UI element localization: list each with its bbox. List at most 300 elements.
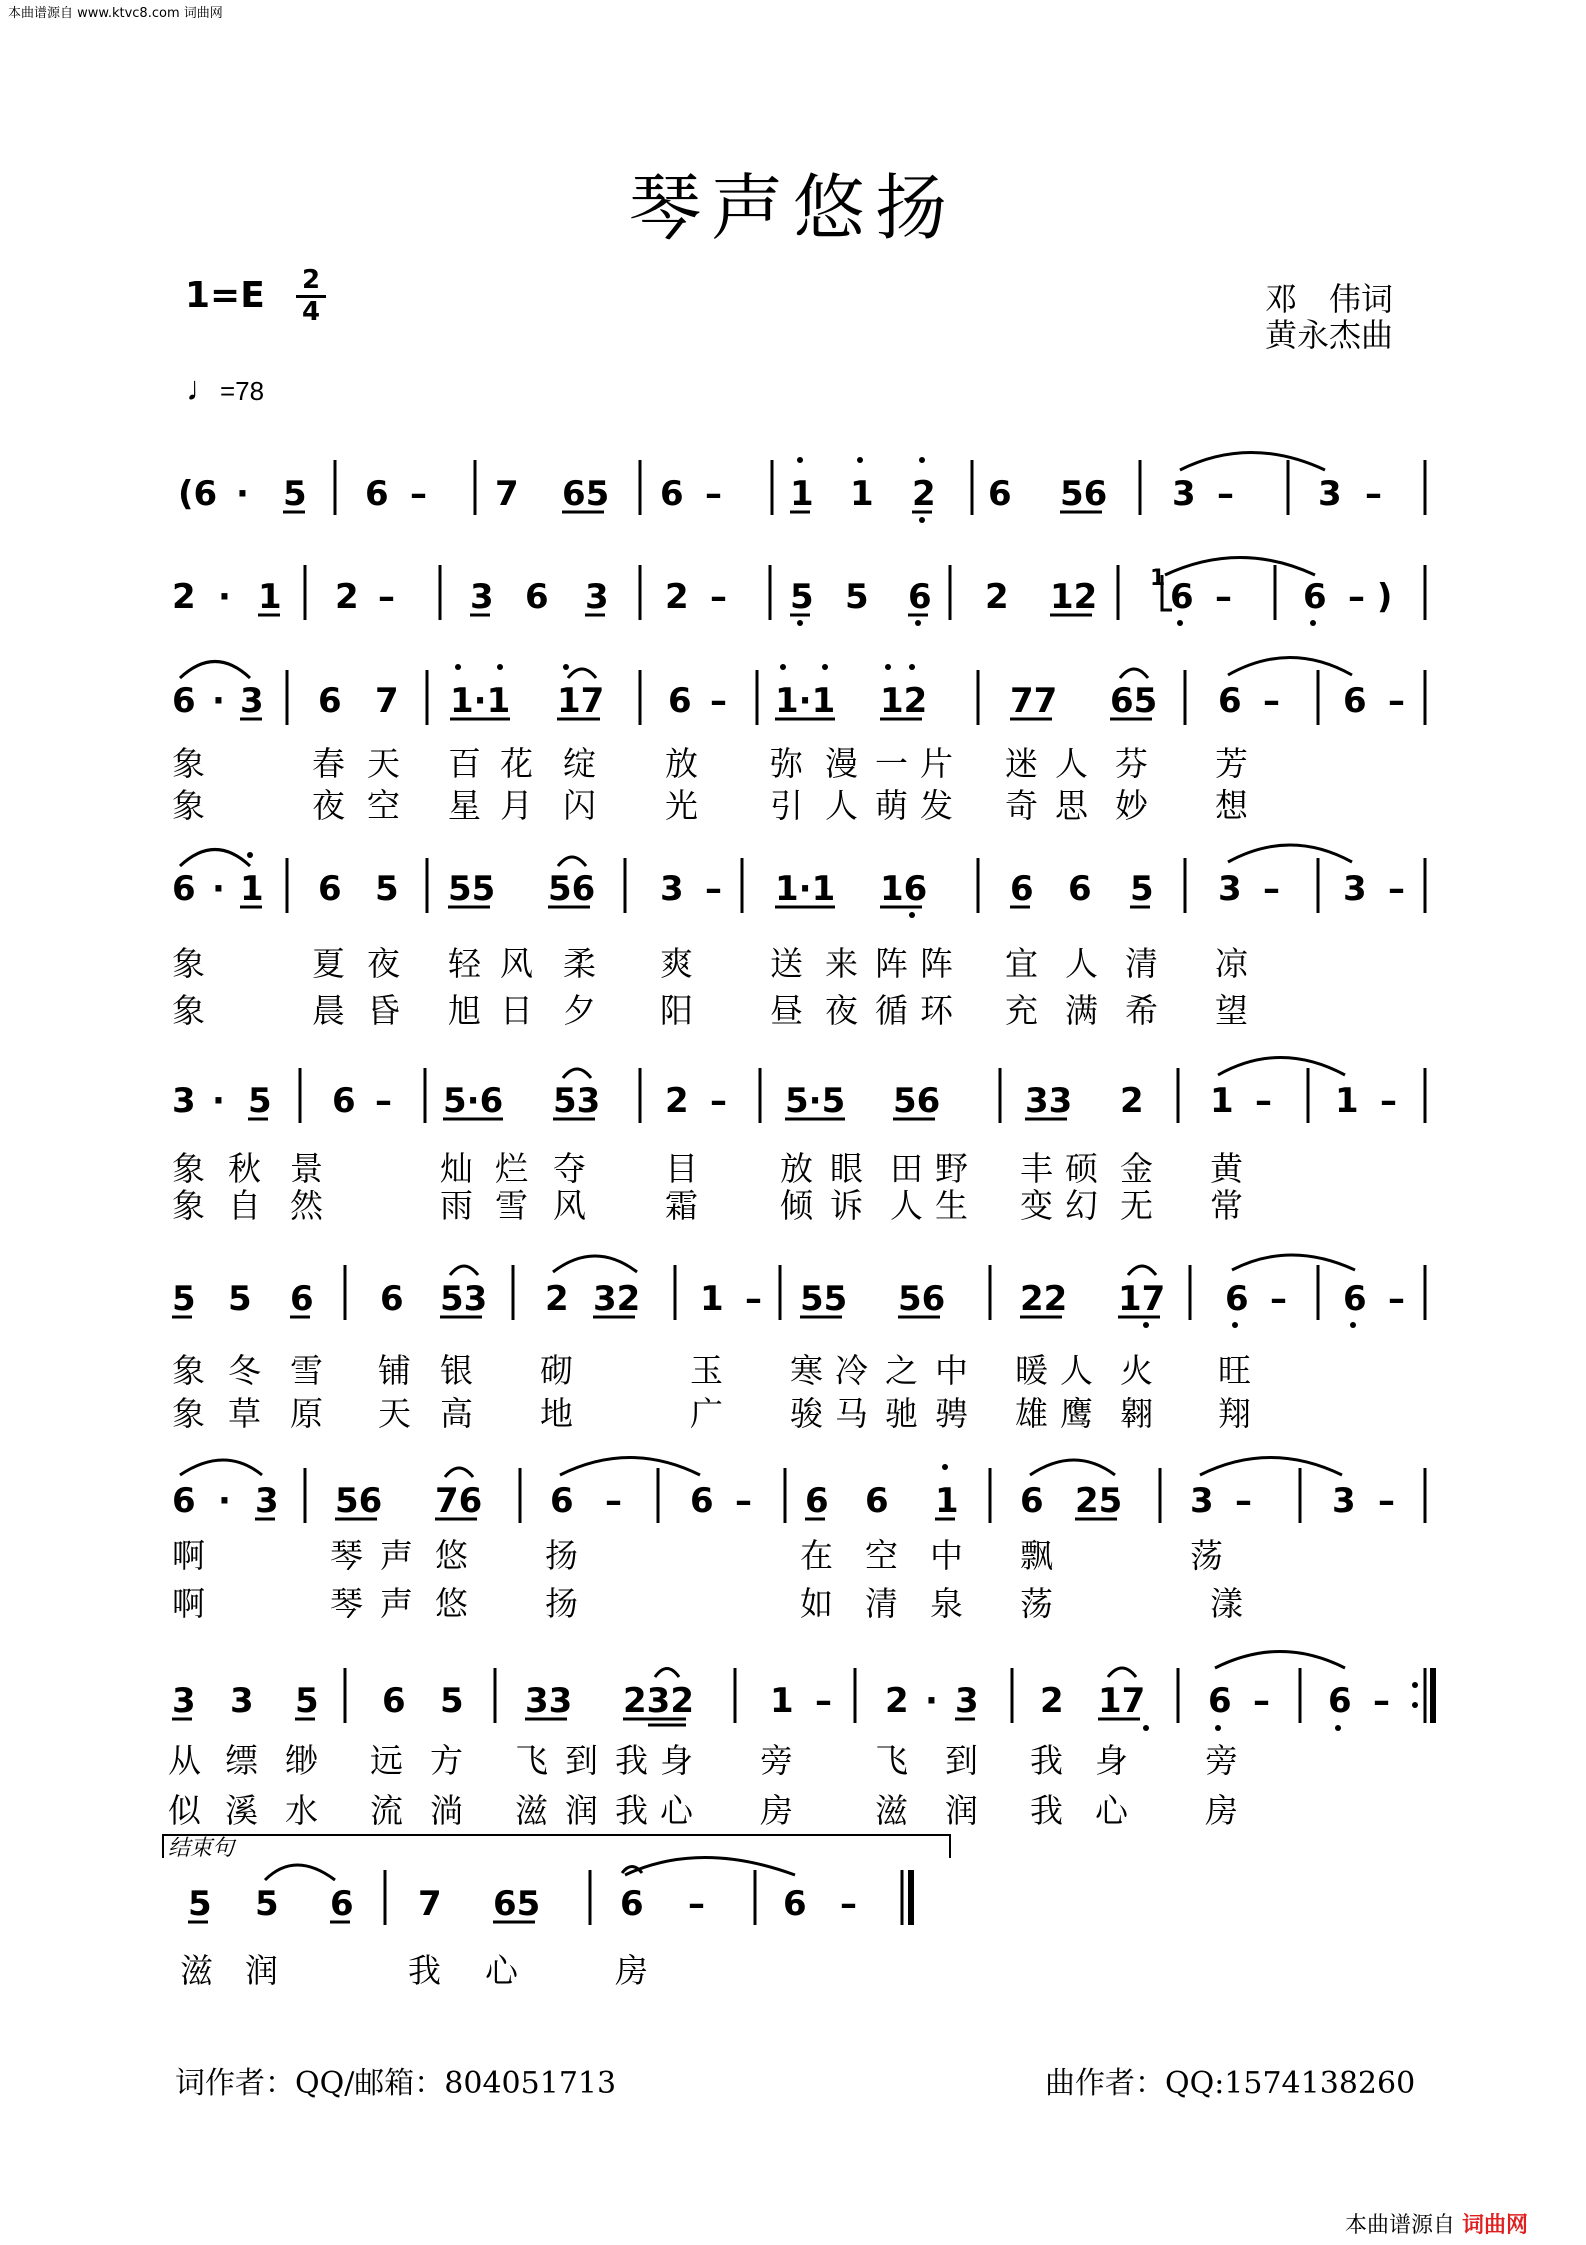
lyric-char: 象 (172, 991, 205, 1030)
svg-text:–: – (1388, 869, 1405, 909)
lyric-char: 绽 (563, 744, 596, 783)
svg-text:1·1: 1·1 (450, 681, 511, 721)
svg-text:5: 5 (172, 1279, 196, 1319)
lyric-char: 萌 (875, 786, 908, 825)
lyric-char: 一 (875, 744, 908, 783)
lyric-char: 象 (172, 944, 205, 983)
lyric-char: 风 (553, 1186, 586, 1225)
lyric-char: 夕 (563, 991, 596, 1030)
svg-text:1: 1 (850, 474, 874, 514)
svg-text:3: 3 (1318, 474, 1342, 514)
lyric-char: 心 (485, 1951, 518, 1990)
lyric-char: 扬 (545, 1584, 578, 1623)
lyric-char: 阵 (920, 944, 953, 983)
lyric-char: 飞 (875, 1741, 908, 1780)
lyric-char: 弥 (770, 744, 803, 783)
svg-text:1: 1 (790, 474, 814, 514)
lyric-char: 清 (865, 1584, 898, 1623)
lyric-char: 翱 (1120, 1394, 1153, 1433)
lyric-char: 骋 (935, 1394, 968, 1433)
svg-text:–: – (710, 577, 727, 617)
svg-text:7: 7 (495, 474, 519, 514)
lyric-char: 满 (1065, 991, 1098, 1030)
lyric-char: 身 (660, 1741, 693, 1780)
brand-site-link[interactable]: 词曲网 (1462, 2213, 1529, 2238)
svg-text:2: 2 (885, 1681, 909, 1721)
svg-text:56: 56 (1060, 474, 1108, 514)
lyric-char: 晨 (312, 991, 345, 1030)
lyric-char: 翔 (1218, 1394, 1251, 1433)
quarter-note-icon: ♩ (186, 370, 220, 408)
lyric-char: 希 (1125, 991, 1158, 1030)
lyric-char: 野 (935, 1149, 968, 1188)
svg-text:77: 77 (1010, 681, 1058, 721)
lyric-char: 原 (290, 1394, 323, 1433)
svg-text:6: 6 (1343, 1279, 1367, 1319)
lyric-char: 天 (367, 744, 400, 783)
svg-text:6: 6 (172, 869, 196, 909)
lyric-char: 象 (172, 744, 205, 783)
lyric-char: 漫 (825, 744, 858, 783)
lyric-char: 变 (1020, 1186, 1053, 1225)
lyric-char: 荡 (1020, 1584, 1053, 1623)
svg-text:5·6: 5·6 (443, 1081, 504, 1121)
svg-text:53: 53 (440, 1279, 488, 1319)
svg-text:17: 17 (557, 681, 605, 721)
lyric-char: 房 (615, 1951, 648, 1990)
lyric-char: 日 (500, 991, 533, 1030)
lyric-char: 爽 (660, 944, 693, 983)
svg-text:–: – (1263, 681, 1280, 721)
svg-text:5: 5 (295, 1681, 319, 1721)
svg-text:– ): – ) (1348, 577, 1393, 617)
lyric-char: 空 (367, 786, 400, 825)
lyric-char: 百 (448, 744, 481, 783)
lyricist-contact: 词作者：QQ/邮箱：804051713 (175, 2066, 617, 2101)
lyric-char: 荡 (1190, 1536, 1223, 1575)
svg-text:232: 232 (623, 1681, 694, 1721)
svg-text:·: · (925, 1681, 938, 1721)
svg-text:6: 6 (318, 681, 342, 721)
lyric-char: 阳 (660, 991, 693, 1030)
lyric-char: 我 (615, 1741, 648, 1780)
svg-text:65: 65 (493, 1884, 541, 1924)
brand-prefix: 本曲谱源自 (1345, 2213, 1456, 2238)
composer-contact: 曲作者：QQ:1574138260 (1045, 2066, 1416, 2101)
svg-text:12: 12 (880, 681, 928, 721)
lyric-char: 发 (920, 786, 953, 825)
svg-text:6: 6 (865, 1481, 889, 1521)
lyric-char: 夏 (312, 944, 345, 983)
lyric-char: 雄 (1015, 1394, 1048, 1433)
svg-text:1: 1 (770, 1681, 794, 1721)
lyric-char: 银 (440, 1351, 473, 1390)
lyric-char: 霜 (665, 1186, 698, 1225)
lyric-char: 房 (760, 1791, 793, 1830)
svg-text:56: 56 (893, 1081, 941, 1121)
lyric-char: 引 (770, 786, 803, 825)
lyric-char: 缥 (225, 1741, 258, 1780)
brand-footer (1345, 2208, 1528, 2239)
lyric-char: 润 (245, 1951, 278, 1990)
lyric-char: 雪 (290, 1351, 323, 1390)
svg-text:6: 6 (382, 1681, 406, 1721)
lyricist-credit: 邓 伟词 (1265, 280, 1394, 318)
svg-text:–: – (705, 474, 722, 514)
lyric-char: 灿 (440, 1149, 473, 1188)
svg-text:–: – (1373, 1681, 1390, 1721)
svg-text:25: 25 (1075, 1481, 1123, 1521)
lyric-char: 方 (430, 1741, 463, 1780)
svg-text:12: 12 (1050, 577, 1098, 617)
lyric-char: 田 (890, 1149, 923, 1188)
lyric-char: 人 (1055, 744, 1088, 783)
svg-text:(6: (6 (178, 474, 218, 514)
key-signature: 1=E (185, 275, 265, 316)
lyric-char: 流 (370, 1791, 403, 1830)
svg-text:·: · (212, 1081, 225, 1121)
lyric-char: 人 (890, 1186, 923, 1225)
svg-text:–: – (1270, 1279, 1287, 1319)
lyric-char: 充 (1005, 991, 1038, 1030)
svg-text:33: 33 (525, 1681, 573, 1721)
lyric-char: 中 (935, 1351, 968, 1390)
svg-text:1·1: 1·1 (775, 681, 836, 721)
lyric-char: 烂 (495, 1149, 528, 1188)
lyric-char: 中 (930, 1536, 963, 1575)
svg-text:·: · (218, 577, 231, 617)
lyric-char: 夜 (312, 786, 345, 825)
svg-text:3: 3 (230, 1681, 254, 1721)
time-numerator: 2 (296, 266, 326, 298)
lyric-char: 身 (1095, 1741, 1128, 1780)
lyric-char: 滋 (515, 1791, 548, 1830)
svg-text:3: 3 (1172, 474, 1196, 514)
svg-text:–: – (410, 474, 427, 514)
lyric-char: 人 (1060, 1351, 1093, 1390)
score-row-8 (172, 1681, 1390, 1721)
lyric-char: 妙 (1115, 786, 1148, 825)
lyric-char: 象 (172, 1351, 205, 1390)
svg-text:–: – (735, 1481, 752, 1521)
lyric-char: 缈 (285, 1741, 318, 1780)
svg-text:1: 1 (258, 577, 282, 617)
lyric-char: 望 (1215, 991, 1248, 1030)
svg-text:–: – (1235, 1481, 1252, 1521)
lyric-char: 房 (1205, 1791, 1238, 1830)
lyric-char: 春 (312, 744, 345, 783)
lyric-char: 夜 (367, 944, 400, 983)
lyric-char: 思 (1055, 786, 1088, 825)
lyric-char: 月 (500, 786, 533, 825)
lyric-char: 漾 (1210, 1584, 1243, 1623)
svg-text:5: 5 (790, 577, 814, 617)
svg-text:1: 1 (1335, 1081, 1359, 1121)
svg-text:6: 6 (1218, 681, 1242, 721)
svg-text:5: 5 (845, 577, 869, 617)
svg-text:17: 17 (1098, 1681, 1146, 1721)
svg-text:6: 6 (1020, 1481, 1044, 1521)
svg-text:–: – (1380, 1081, 1397, 1121)
svg-text:65: 65 (562, 474, 610, 514)
lyric-char: 润 (565, 1791, 598, 1830)
lyric-char: 无 (1120, 1186, 1153, 1225)
lyric-char: 寒 (790, 1351, 823, 1390)
lyric-char: 循 (875, 991, 908, 1030)
svg-text:5: 5 (228, 1279, 252, 1319)
svg-text:7: 7 (418, 1884, 442, 1924)
lyric-char: 凉 (1215, 944, 1248, 983)
svg-text:3: 3 (240, 681, 264, 721)
svg-text:6: 6 (908, 577, 932, 617)
lyric-char: 水 (285, 1791, 318, 1830)
tempo-value: =78 (220, 376, 265, 406)
lyric-char: 景 (290, 1149, 323, 1188)
lyric-char: 铺 (378, 1351, 411, 1390)
svg-text:3: 3 (172, 1681, 196, 1721)
lyric-char: 冷 (835, 1351, 868, 1390)
lyric-char: 秋 (228, 1149, 261, 1188)
svg-text:32: 32 (593, 1279, 641, 1319)
svg-text:3: 3 (1343, 869, 1367, 909)
lyric-char: 光 (665, 786, 698, 825)
svg-text:6: 6 (620, 1884, 644, 1924)
svg-text:7: 7 (375, 681, 399, 721)
lyric-char: 远 (370, 1741, 403, 1780)
lyric-char: 想 (1215, 786, 1248, 825)
score-row-3 (172, 681, 1405, 721)
lyric-char: 啊 (172, 1536, 205, 1575)
svg-text:56: 56 (898, 1279, 946, 1319)
lyric-char: 骏 (790, 1394, 823, 1433)
lyric-char: 滋 (875, 1791, 908, 1830)
lyric-char: 悠 (435, 1536, 468, 1575)
svg-text:·: · (218, 1481, 231, 1521)
lyric-char: 花 (500, 744, 533, 783)
svg-text:6: 6 (805, 1481, 829, 1521)
svg-text:6: 6 (332, 1081, 356, 1121)
lyric-char: 悠 (435, 1584, 468, 1623)
lyric-char: 润 (945, 1791, 978, 1830)
svg-text:6: 6 (783, 1884, 807, 1924)
lyric-char: 片 (920, 744, 953, 783)
lyric-char: 溪 (225, 1791, 258, 1830)
svg-text:6: 6 (1170, 577, 1194, 617)
svg-text:5: 5 (440, 1681, 464, 1721)
svg-text:6: 6 (172, 681, 196, 721)
lyric-char: 象 (172, 1394, 205, 1433)
lyric-char: 人 (825, 786, 858, 825)
svg-text:2: 2 (665, 577, 689, 617)
lyric-char: 心 (660, 1791, 693, 1830)
svg-text:·: · (236, 474, 249, 514)
svg-text:3: 3 (1332, 1481, 1356, 1521)
svg-text:1: 1 (935, 1481, 959, 1521)
svg-text:2: 2 (335, 577, 359, 617)
lyric-char: 琴 (330, 1584, 363, 1623)
ending-bracket (163, 1835, 950, 1858)
lyric-char: 人 (1065, 944, 1098, 983)
lyric-char: 芬 (1115, 744, 1148, 783)
svg-text:–: – (710, 681, 727, 721)
lyric-char: 鹰 (1060, 1394, 1093, 1433)
lyric-char: 轻 (448, 944, 481, 983)
lyric-char: 宜 (1005, 944, 1038, 983)
svg-text:–: – (815, 1681, 832, 1721)
svg-text:5: 5 (188, 1884, 212, 1924)
lyric-char: 昏 (367, 991, 400, 1030)
lyric-char: 玉 (690, 1351, 723, 1390)
lyric-char: 扬 (545, 1536, 578, 1575)
svg-text:3: 3 (660, 869, 684, 909)
lyric-char: 迷 (1005, 744, 1038, 783)
svg-text:76: 76 (435, 1481, 483, 1521)
svg-text:53: 53 (553, 1081, 601, 1121)
lyric-char: 马 (835, 1394, 868, 1433)
lyric-char: 我 (1030, 1791, 1063, 1830)
svg-text:6: 6 (1328, 1681, 1352, 1721)
lyric-char: 淌 (430, 1791, 463, 1830)
time-denominator: 4 (301, 297, 321, 327)
lyric-char: 旭 (448, 991, 481, 1030)
lyric-char: 砌 (540, 1351, 573, 1390)
svg-text:–: – (375, 1081, 392, 1121)
lyric-char: 眼 (830, 1149, 863, 1188)
score-row-9 (188, 1884, 857, 1924)
svg-text:33: 33 (1025, 1081, 1073, 1121)
svg-text:·: · (212, 869, 225, 909)
svg-text:56: 56 (548, 869, 596, 909)
svg-text:5: 5 (375, 869, 399, 909)
lyric-char: 金 (1120, 1149, 1153, 1188)
svg-text:3: 3 (585, 577, 609, 617)
svg-text:5: 5 (255, 1884, 279, 1924)
svg-text:56: 56 (335, 1481, 383, 1521)
svg-text:6: 6 (1303, 577, 1327, 617)
lyric-char: 泉 (930, 1584, 963, 1623)
svg-text:6: 6 (318, 869, 342, 909)
svg-text:2: 2 (172, 577, 196, 617)
lyric-char: 来 (825, 944, 858, 983)
svg-text:1·1: 1·1 (775, 869, 836, 909)
svg-text:–: – (1365, 474, 1382, 514)
lyric-char: 飘 (1020, 1536, 1053, 1575)
lyric-char: 雨 (440, 1186, 473, 1225)
svg-text:16: 16 (880, 869, 928, 909)
volta-number: 1 (1150, 566, 1166, 591)
svg-text:17: 17 (1118, 1279, 1166, 1319)
lyric-char: 闪 (563, 786, 596, 825)
lyric-char: 象 (172, 1149, 205, 1188)
lyric-char: 阵 (875, 944, 908, 983)
lyric-char: 旺 (1218, 1351, 1251, 1390)
svg-text:5: 5 (248, 1081, 272, 1121)
svg-text:55: 55 (800, 1279, 848, 1319)
svg-text:1: 1 (240, 869, 264, 909)
svg-text:–: – (1255, 1081, 1272, 1121)
lyric-char: 奇 (1005, 786, 1038, 825)
score-row-4 (172, 869, 1405, 909)
lyric-char: 雪 (495, 1186, 528, 1225)
svg-text:3: 3 (255, 1481, 279, 1521)
lyric-char: 高 (440, 1394, 473, 1433)
score-row-1 (178, 474, 1382, 514)
svg-text:–: – (705, 869, 722, 909)
lyric-char: 我 (1030, 1741, 1063, 1780)
lyric-char: 我 (615, 1791, 648, 1830)
svg-text:–: – (1378, 1481, 1395, 1521)
lyric-char: 风 (500, 944, 533, 983)
svg-text:–: – (605, 1481, 622, 1521)
svg-text:–: – (688, 1884, 705, 1924)
svg-text:–: – (1388, 681, 1405, 721)
svg-text:–: – (840, 1884, 857, 1924)
svg-text:65: 65 (1110, 681, 1158, 721)
lyric-char: 火 (1120, 1351, 1153, 1390)
svg-text:2: 2 (1120, 1081, 1144, 1121)
svg-text:2: 2 (665, 1081, 689, 1121)
svg-text:5: 5 (283, 474, 307, 514)
svg-text:3: 3 (1218, 869, 1242, 909)
lyric-char: 目 (665, 1149, 698, 1188)
lyric-char: 清 (1125, 944, 1158, 983)
lyric-char: 暖 (1015, 1351, 1048, 1390)
lyric-char: 天 (378, 1394, 411, 1433)
lyric-char: 旁 (760, 1741, 793, 1780)
svg-text:6: 6 (1343, 681, 1367, 721)
lyric-char: 我 (408, 1951, 441, 1990)
svg-text:6: 6 (380, 1279, 404, 1319)
lyric-char: 从 (168, 1741, 201, 1780)
score-row-6 (172, 1279, 1405, 1319)
svg-text:6: 6 (172, 1481, 196, 1521)
lyric-char: 冬 (228, 1351, 261, 1390)
lyric-char: 声 (380, 1536, 413, 1575)
svg-text:2: 2 (912, 474, 936, 514)
lyric-char: 丰 (1020, 1149, 1053, 1188)
svg-text:·: · (212, 681, 225, 721)
svg-text:–: – (1253, 1681, 1270, 1721)
svg-text:3: 3 (1190, 1481, 1214, 1521)
lyric-char: 幻 (1065, 1186, 1098, 1225)
lyric-char: 倾 (780, 1186, 813, 1225)
svg-text:6: 6 (1010, 869, 1034, 909)
lyric-char: 象 (172, 786, 205, 825)
svg-text:22: 22 (1020, 1279, 1068, 1319)
svg-text:2: 2 (985, 577, 1009, 617)
svg-text:6: 6 (290, 1279, 314, 1319)
svg-text:–: – (378, 577, 395, 617)
lyric-char: 星 (448, 786, 481, 825)
svg-text:6: 6 (668, 681, 692, 721)
lyric-char: 空 (865, 1536, 898, 1575)
lyric-char: 常 (1210, 1186, 1243, 1225)
lyric-char: 广 (690, 1394, 723, 1433)
lyric-char: 夜 (825, 991, 858, 1030)
lyric-char: 黄 (1210, 1149, 1243, 1188)
lyric-char: 地 (540, 1394, 573, 1433)
lyric-char: 柔 (563, 944, 596, 983)
lyric-char: 自 (228, 1186, 261, 1225)
lyric-char: 到 (945, 1741, 978, 1780)
lyric-char: 似 (168, 1791, 201, 1830)
svg-text:3: 3 (470, 577, 494, 617)
lyric-char: 然 (290, 1186, 323, 1225)
lyric-char: 之 (885, 1351, 918, 1390)
svg-text:6: 6 (1068, 869, 1092, 909)
svg-text:6: 6 (1225, 1279, 1249, 1319)
lyric-char: 琴 (330, 1536, 363, 1575)
